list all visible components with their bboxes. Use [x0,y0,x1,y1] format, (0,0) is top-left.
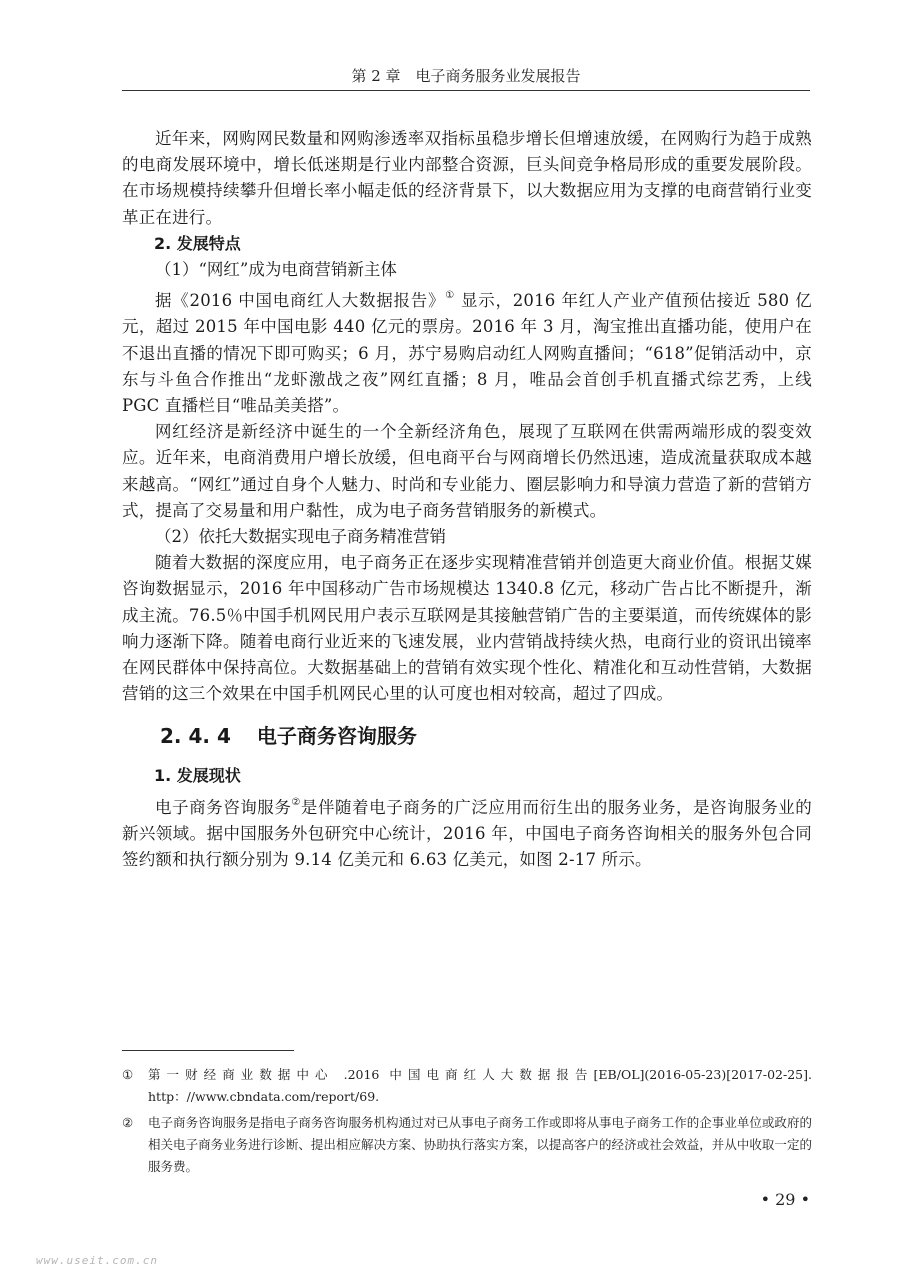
footnote-item [122,1112,812,1178]
paragraph-text: 显示，2016 年红人产业产值预估接近 580 亿元，超过 2015 年中国电影 440 亿元的票房。2016 年 3 月，淘宝推出直播功能，使用户在不退出直播的情况下即可购买；6 月，苏宁易购启动红人网购直播间；“618”促销活动中，京东与斗鱼合作推出“龙虾激战之夜”网红直播；8 月，唯品会首创手机直播式综艺秀，上线 PGC 直播栏目“唯品美美搭”。 [122,291,812,416]
section-number: 2. 4. 4 [160,724,231,749]
footnote-text: 第一财经商业数据中心 .2016 中国电商红人大数据报告[EB/OL](2016-05-23)[2017-02-25]. http：//www.cbndata.com/report/69. [148,1067,812,1104]
paragraph-text: 电子商务咨询服务 [155,797,292,817]
paragraph-text: 是伴随着电子商务的广泛应用而衍生出的服务业务，是咨询服务业的新兴领域。据中国服务外包研究中心统计，2016 年，中国电子商务咨询相关的服务外包合同签约额和执行额分别为 9.14 亿美元和 6.63 亿美元，如图 2-17 所示。 [122,797,812,870]
section-heading [122,721,812,751]
watermark: www.useit.com.cn [36,1254,158,1267]
footnote-mark: ② [122,1115,134,1130]
paragraph-text: 据《2016 中国电商红人大数据报告》 [155,291,446,311]
heading-development-status: 1. 发展现状 [154,766,241,786]
paragraph-influencer-economy: 网红经济是新经济中诞生的一个全新经济角色，展现了互联网在供需两端形成的裂变效应。近年来，电商消费用户增长放缓，但电商平台与网商增长仍然迅速，造成流量获取成本越来越高。“网红”通过自身个人魅力、时尚和专业能力、圈层影响力和导演力营造了新的营销方式，提高了交易量和用户黏性，成为电子商务营销服务的新模式。 [122,422,812,520]
footnote-ref-2: ② [291,796,301,808]
footnotes [122,1064,812,1182]
footnote-item [122,1064,812,1108]
subheading-big-data: （2）依托大数据实现电子商务精准营销 [155,527,446,547]
paragraph-big-data: 随着大数据的深度应用，电子商务正在逐步实现精准营销并创造更大商业价值。根据艾媒咨询数据显示，2016 年中国移动广告市场规模达 1340.8 亿元，移动广告占比不断提升，渐成主流。76.5％中国手机网民用户表示互联网是其接触营销广告的主要渠道，而传统媒体的影响力逐渐下降。随着电商行业近来的飞速发展，业内营销战持续火热，电商行业的资讯出镜率在网民群体中保持高位。大数据基础上的营销有效实现个性化、精准化和互动性营销，大数据营销的这三个效果在中国手机网民心里的认可度也相对较高，超过了四成。 [122,553,812,704]
section-title: 电子商务咨询服务 [256,724,417,749]
footnote-mark: ① [122,1067,134,1082]
footnote-text: 电子商务咨询服务是指电子商务咨询服务机构通过对已从事电子商务工作或即将从事电子商务工作的企事业单位或政府的相关电子商务业务进行诊断、提出相应解决方案、协助执行落实方案，以提高客户的经济或社会效益，并从中收取一定的服务费。 [148,1115,812,1174]
paragraph-consulting [122,790,812,874]
intro-paragraph: 近年来，网购网民数量和网购渗透率双指标虽稳步增长但增速放缓，在网购行为趋于成熟的电商发展环境中，增长低迷期是行业内部整合资源，巨头间竞争格局形成的重要发展阶段。在市场规模持续攀升但增长率小幅走低的经济背景下，以大数据应用为支撑的电商营销行业变革正在进行。 [122,129,812,227]
subheading-influencer: （1）“网红”成为电商营销新主体 [155,260,397,280]
main-content [122,126,812,873]
running-header: 第 2 章 电子商务服务业发展报告 [122,62,810,91]
footnote-ref-1: ① [445,290,455,302]
page-number: • 29 • [760,1190,810,1209]
heading-development-features: 2. 发展特点 [154,233,241,253]
paragraph-influencer-report [122,283,812,419]
footnote-divider [122,1050,294,1051]
